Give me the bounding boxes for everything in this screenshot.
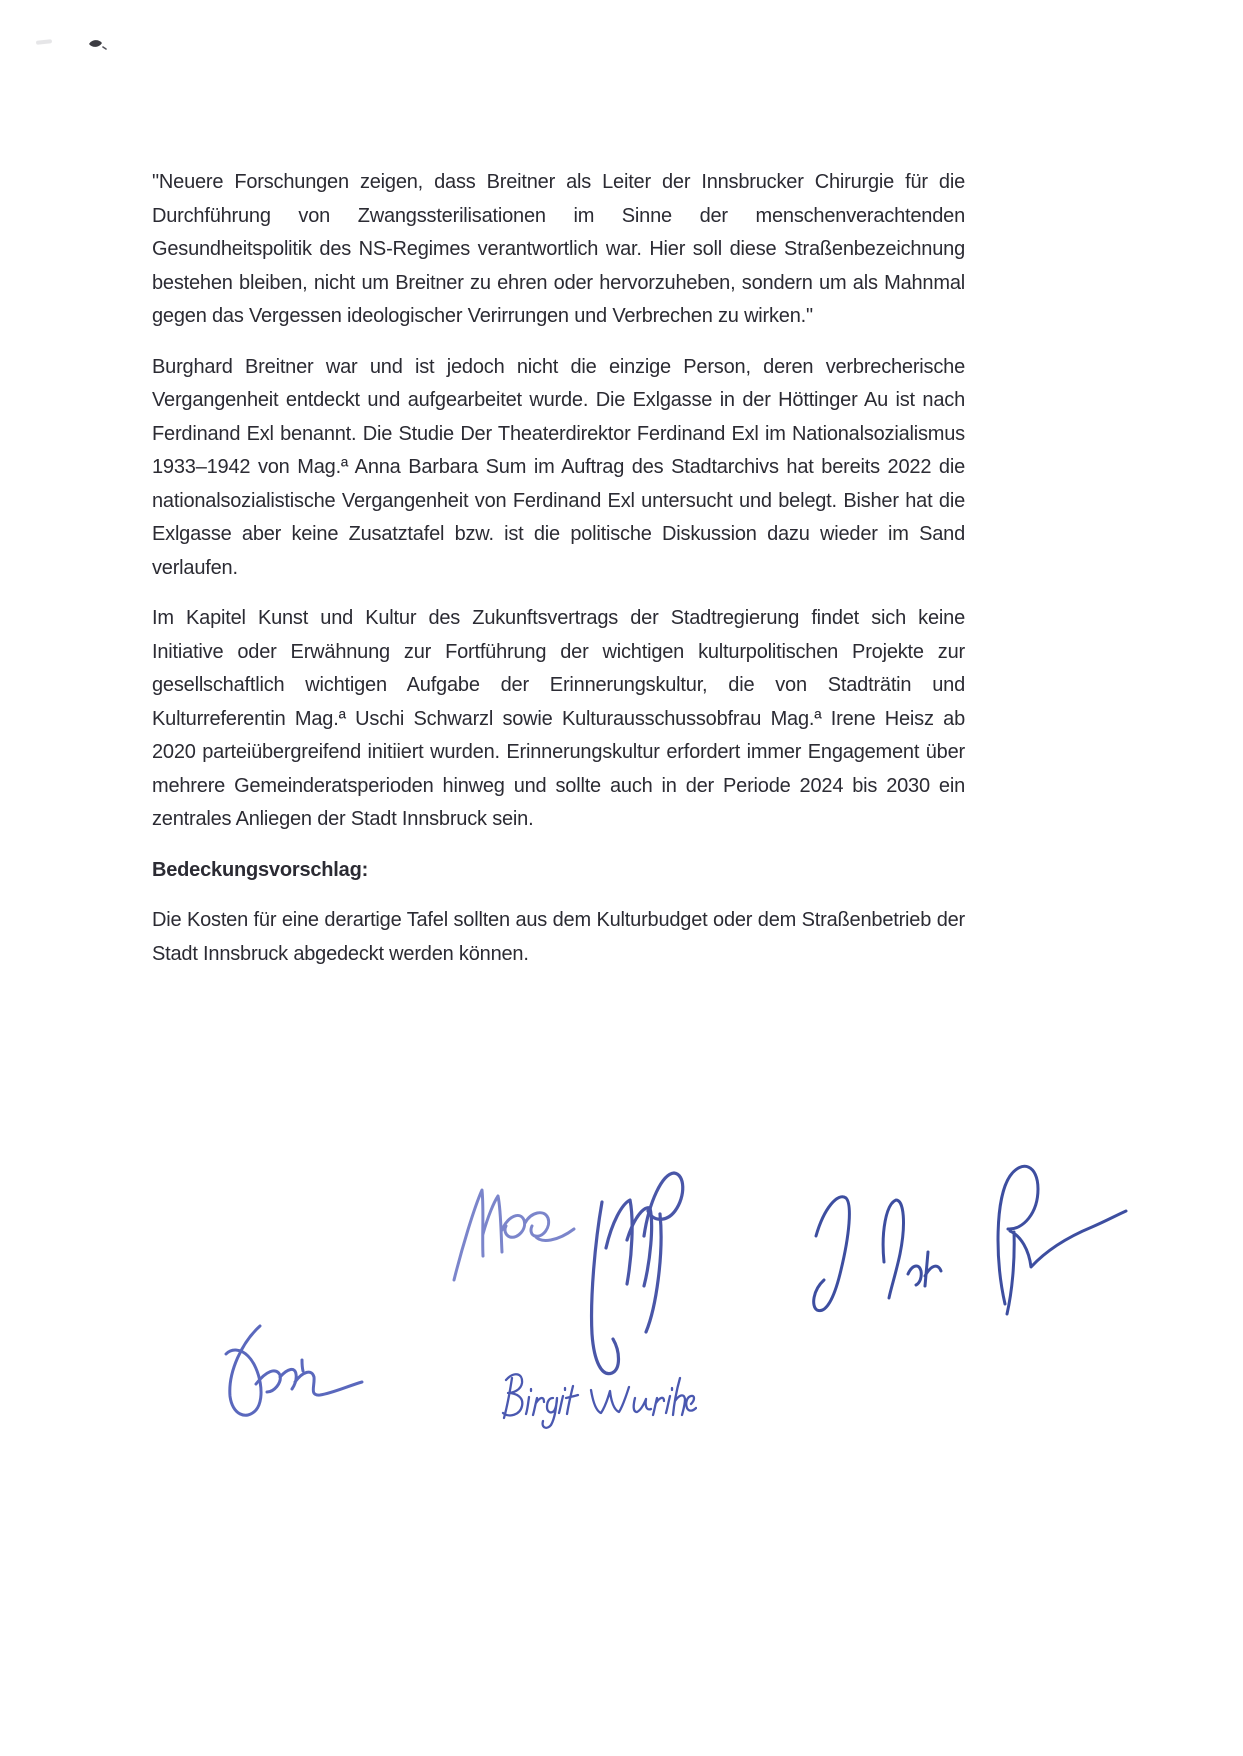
document-paragraph-breitner-exl: Burghard Breitner war und ist jedoch nicht die einzige Person, deren verbrecherische Vergangenheit entdeckt und aufgearbeitet wurde. Die Exlgasse in der Höttinger Au ist nach Ferdinand Exl benannt. Die Studie Der Theaterdirektor Ferdinand Exl im Nationalsozialismus 1933–1942 von Mag.ª Anna Barbara Sum im Auftrag des Stadtarchivs hat bereits 2022 die nationalsozialistische Vergangenheit von Ferdinand Exl untersucht und belegt. Bisher hat die Exlgasse aber keine Zusatztafel bzw. ist die politische Diskussion dazu wieder im Sand verlaufen. (152, 355, 965, 579)
signature-1 (446, 1180, 581, 1285)
document-paragraph-quote: "Neuere Forschungen zeigen, dass Breitner als Leiter der Innsbrucker Chirurgie für die Durchführung von Zwangssterilisationen im Sinne der menschenverachtenden Gesundheitspolitik des NS-Regimes verantwortlich war. Hier soll diese Straßenbezeichnung bestehen bleiben, nicht um Breitner zu ehren oder hervorzuheben, sondern um als Mahnmal gegen das Vergessen ideologischer Verirrungen und Verbrechen zu wirken." (152, 171, 965, 327)
document-paragraph-kosten: Die Kosten für eine derartige Tafel sollten aus dem Kulturbudget oder dem Straßenbetrieb der Stadt Innsbruck abgedeckt werden können. (152, 909, 965, 965)
document-heading-bedeckungsvorschlag: Bedeckungsvorschlag: (152, 858, 369, 881)
signature-4 (194, 1316, 372, 1432)
scan-artifact-speck (86, 37, 108, 52)
signature-2 (572, 1162, 712, 1384)
scan-artifact-dash (36, 39, 52, 45)
signature-5-handwritten-name (497, 1360, 697, 1432)
document-paragraph-erinnerungskultur: Im Kapitel Kunst und Kultur des Zukunftsvertrags der Stadtregierung findet sich keine Initiative oder Erwähnung zur Fortführung der wichtigen kulturpolitischen Projekte zur gesellschaftlich wichtigen Aufgabe der Erinnerungskultur, die von Stadträtin und Kulturreferentin Mag.ª Uschi Schwarzl sowie Kulturausschussobfrau Mag.ª Irene Heisz ab 2020 parteiübergreifend initiiert wurden. Erinnerungskultur erfordert immer Engagement über mehrere Gemeinderatsperioden hinweg und sollte auch in der Periode 2024 bis 2030 ein zentrales Anliegen der Stadt Innsbruck sein. (152, 607, 965, 830)
signature-3 (800, 1140, 1132, 1358)
document-text-block (152, 166, 965, 988)
